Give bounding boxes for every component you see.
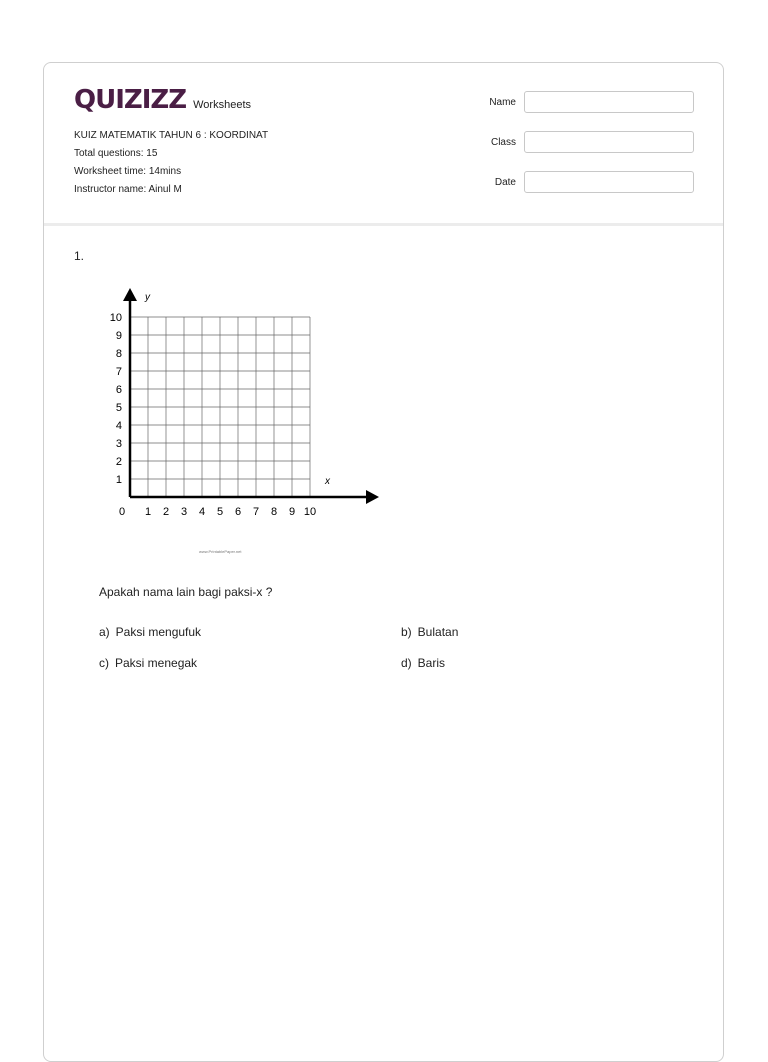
name-label: Name [489,96,516,108]
y-tick-label: 4 [115,420,122,432]
worksheet-header [44,63,723,226]
date-label: Date [494,176,516,188]
x-axis-arrow [366,490,379,504]
y-axis-label: y [145,292,150,303]
option-a [99,625,201,639]
worksheet-title: KUIZ MATEMATIK TAHUN 6 : KOORDINAT [74,130,269,141]
x-tick-label: 6 [234,506,242,518]
option-d [401,656,445,670]
y-tick-label: 9 [115,330,122,342]
logo-subtitle: Worksheets [193,99,251,111]
x-tick-label: 10 [303,506,317,518]
date-field[interactable] [524,171,694,193]
option-text: Bulatan [417,625,459,639]
coordinate-grid-image [104,285,404,525]
date-field-row [474,171,694,193]
class-label: Class [490,136,516,148]
y-tick-label: 2 [115,456,122,468]
instructor-name: Instructor name: Ainul M [74,184,182,195]
y-tick-label: 10 [109,312,122,324]
x-axis-label: x [325,476,330,487]
question-text: Apakah nama lain bagi paksi-x ? [99,585,273,599]
question-number: 1. [74,249,85,263]
worksheet-page [43,62,724,1062]
total-questions: Total questions: 15 [74,148,158,159]
name-field-row [474,91,694,113]
option-text: Paksi menegak [115,656,198,670]
name-field[interactable] [524,91,694,113]
x-tick-label: 5 [216,506,224,518]
y-tick-label: 6 [115,384,122,396]
x-tick-label: 8 [270,506,278,518]
option-letter: b) [401,625,412,639]
x-tick-label: 4 [198,506,206,518]
y-tick-label: 5 [115,402,122,414]
option-text: Paksi mengufuk [115,625,202,639]
worksheet-meta [74,127,268,199]
quizizz-logo [74,85,251,115]
class-field-row [474,131,694,153]
option-letter: a) [99,625,110,639]
option-c [99,656,197,670]
grid-lines [130,317,310,497]
option-text: Baris [417,656,446,670]
y-tick-label: 8 [115,348,122,360]
x-tick-label: 9 [288,506,296,518]
y-tick-labels [110,312,122,486]
y-tick-label: 7 [115,366,122,378]
logo-brand: QUIZIZZ [74,85,187,115]
image-credit: www.PrintablePaper.net [199,549,242,554]
x-tick-label: 3 [180,506,188,518]
worksheet-time: Worksheet time: 14mins [74,166,182,177]
origin-label: 0 [118,506,126,518]
x-tick-labels [145,506,316,518]
class-field[interactable] [524,131,694,153]
y-tick-label: 1 [115,474,122,486]
option-b [401,625,458,639]
x-tick-label: 2 [162,506,170,518]
y-tick-label: 3 [115,438,122,450]
y-axis-arrow [123,288,137,301]
x-tick-label: 1 [144,506,152,518]
option-letter: d) [401,656,412,670]
x-tick-label: 7 [252,506,260,518]
option-letter: c) [99,656,109,670]
